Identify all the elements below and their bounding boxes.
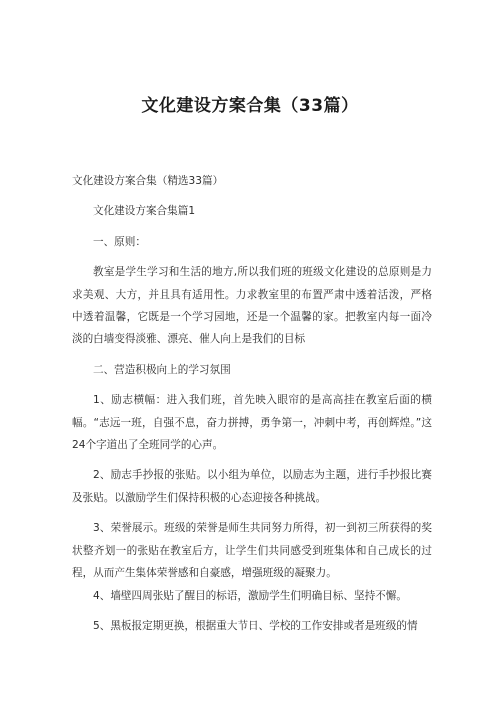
paragraph-principle-body: 教室是学生学习和生活的地方,所以我们班的班级文化建设的总原则是力求美观、大方，并且具有适用性。力求教室里的布置严肃中透着活泼，严格中透着温馨，它既是一个学习园地，还是一个温馨的家。把教室内每一面冷淡的白墙变得淡雅、漂亮、催人向上是我们的目标 xyxy=(72,266,432,346)
document-body xyxy=(72,170,432,645)
paragraph-principle-heading: 一、原则： xyxy=(93,235,146,248)
paragraph-item-5: 5、黑板报定期更换，根据重大节日、学校的工作安排或者是班级的情 xyxy=(93,619,418,632)
paragraph-item-1: 1、励志横幅：进入我们班，首先映入眼帘的是高高挂在教室后面的横幅。“志远一班，自强不息，奋力拼搏，勇争第一，冲刺中考，再创辉煌。”这24个字道出了全班同学的心声。 xyxy=(72,394,432,452)
paragraph-item-4: 4、墙壁四周张贴了醒目的标语，激励学生们明确目标、坚持不懈。 xyxy=(93,589,407,602)
document-title: 文化建设方案合集（33篇） xyxy=(141,96,359,116)
paragraph-item-2: 2、励志手抄报的张贴。以小组为单位，以励志为主题，进行手抄报比赛及张贴。以激励学生们保持积极的心态迎接各种挑战。 xyxy=(72,469,432,504)
paragraph-atmosphere-heading: 二、营造积极向上的学习氛围 xyxy=(93,363,231,376)
paragraph-subtitle: 文化建设方案合集（精选33篇） xyxy=(72,175,224,187)
paragraph-item-3: 3、荣誉展示。班级的荣誉是师生共同努力所得，初一到初三所获得的奖状整齐划一的张贴在教室后方，让学生们共同感受到班集体和自己成长的过程，从而产生集体荣誉感和自豪感，增强班级的凝聚力。 xyxy=(72,522,432,580)
paragraph-section-heading: 文化建设方案合集篇1 xyxy=(93,205,196,218)
